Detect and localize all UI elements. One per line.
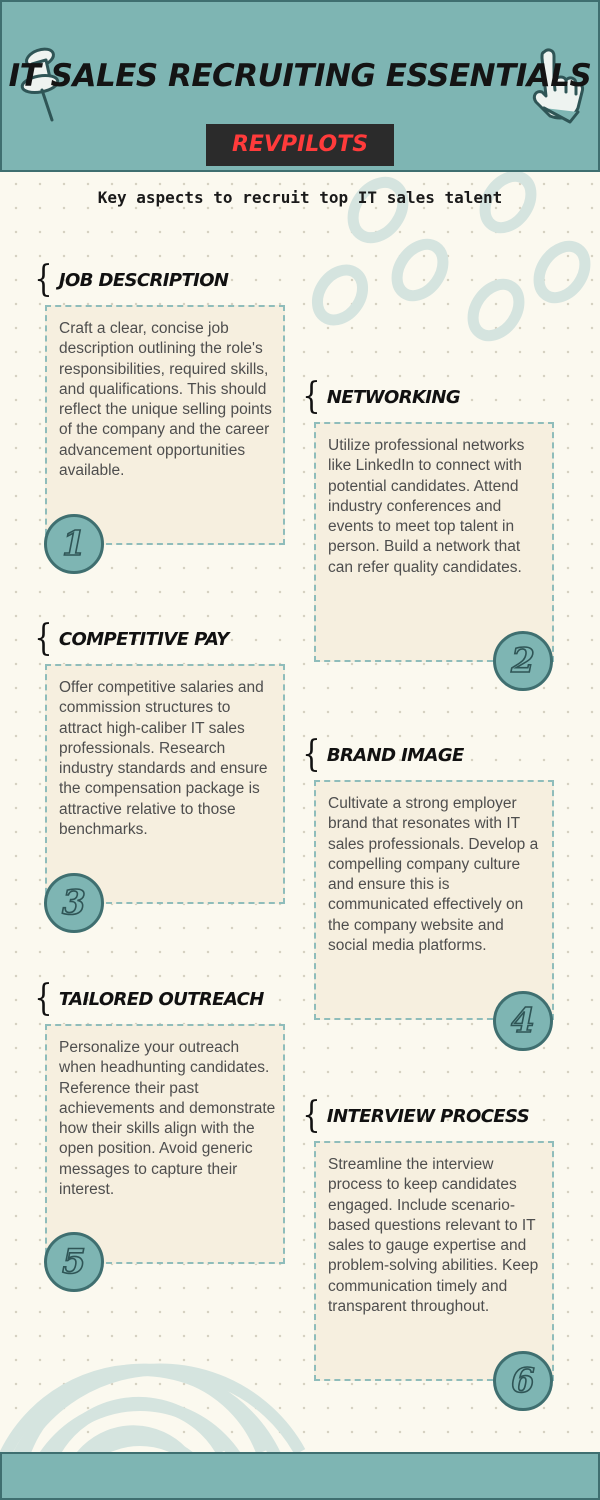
heading-brand-image: [300, 735, 464, 775]
card-networking: [314, 422, 554, 662]
heading-text: COMPETITIVE PAY: [58, 628, 229, 650]
heading-competitive-pay: [32, 619, 229, 659]
step-number-badge: 4: [493, 991, 553, 1051]
card-text: Personalize your outreach when headhunting candidates. Reference their past achievements and demonstrate how their skills align with the open position. Avoid generic messages to capture their interest.: [59, 1039, 276, 1199]
card-job-description: [45, 305, 285, 545]
card-text: Streamline the interview process to keep candidates engaged. Include scenario-based questions relevant to IT sales to gauge expertise and problem-solving abilities. Keep communication timely and transparent throughout.: [328, 1156, 539, 1316]
heading-text: INTERVIEW PROCESS: [326, 1105, 530, 1127]
heading-text: TAILORED OUTREACH: [58, 988, 264, 1010]
brace-icon: {: [302, 1095, 321, 1136]
step-number-badge: 5: [44, 1232, 104, 1292]
step-number-badge: 3: [44, 873, 104, 933]
brace-icon: {: [34, 618, 53, 659]
brace-icon: {: [34, 259, 53, 300]
heading-job-description: [32, 260, 228, 300]
decorative-rings: [0, 1330, 320, 1452]
card-text: Offer competitive salaries and commission structures to attract high-caliber IT sales professionals. Research industry standards and ensure the compensation package is attractive relative to those benchmarks.: [59, 679, 268, 839]
heading-interview-process: [300, 1096, 529, 1136]
subtitle: Key aspects to recruit top IT sales talent: [97, 188, 503, 207]
page-title: IT SALES RECRUITING ESSENTIALS: [8, 58, 592, 94]
brand-label: REVPILOTS: [206, 124, 394, 166]
heading-text: JOB DESCRIPTION: [58, 269, 229, 291]
card-text: Utilize professional networks like LinkedIn to connect with potential candidates. Attend industry conferences and events to meet top talent in person. Build a network that can refer quality candidates.: [328, 437, 525, 576]
footer-bar: [0, 1452, 600, 1500]
heading-networking: [300, 377, 460, 417]
heading-text: NETWORKING: [326, 386, 461, 408]
step-number-badge: 2: [493, 631, 553, 691]
card-text: Cultivate a strong employer brand that resonates with IT sales professionals. Develop a compelling company culture and ensure this is communicated effectively on the company website and social media platforms.: [328, 795, 539, 955]
brace-icon: {: [302, 376, 321, 417]
heading-text: BRAND IMAGE: [326, 744, 464, 766]
step-number-badge: 1: [44, 514, 104, 574]
brace-icon: {: [302, 734, 321, 775]
card-brand-image: [314, 780, 554, 1020]
brace-icon: {: [34, 978, 53, 1019]
card-interview-process: [314, 1141, 554, 1381]
step-number-badge: 6: [493, 1351, 553, 1411]
heading-tailored-outreach: [32, 979, 264, 1019]
card-text: Craft a clear, concise job description outlining the role's responsibilities, required skills, and qualifications. This should reflect the unique selling points of the company and the career advancement opportunities available.: [59, 320, 272, 480]
card-competitive-pay: [45, 664, 285, 904]
card-tailored-outreach: [45, 1024, 285, 1264]
